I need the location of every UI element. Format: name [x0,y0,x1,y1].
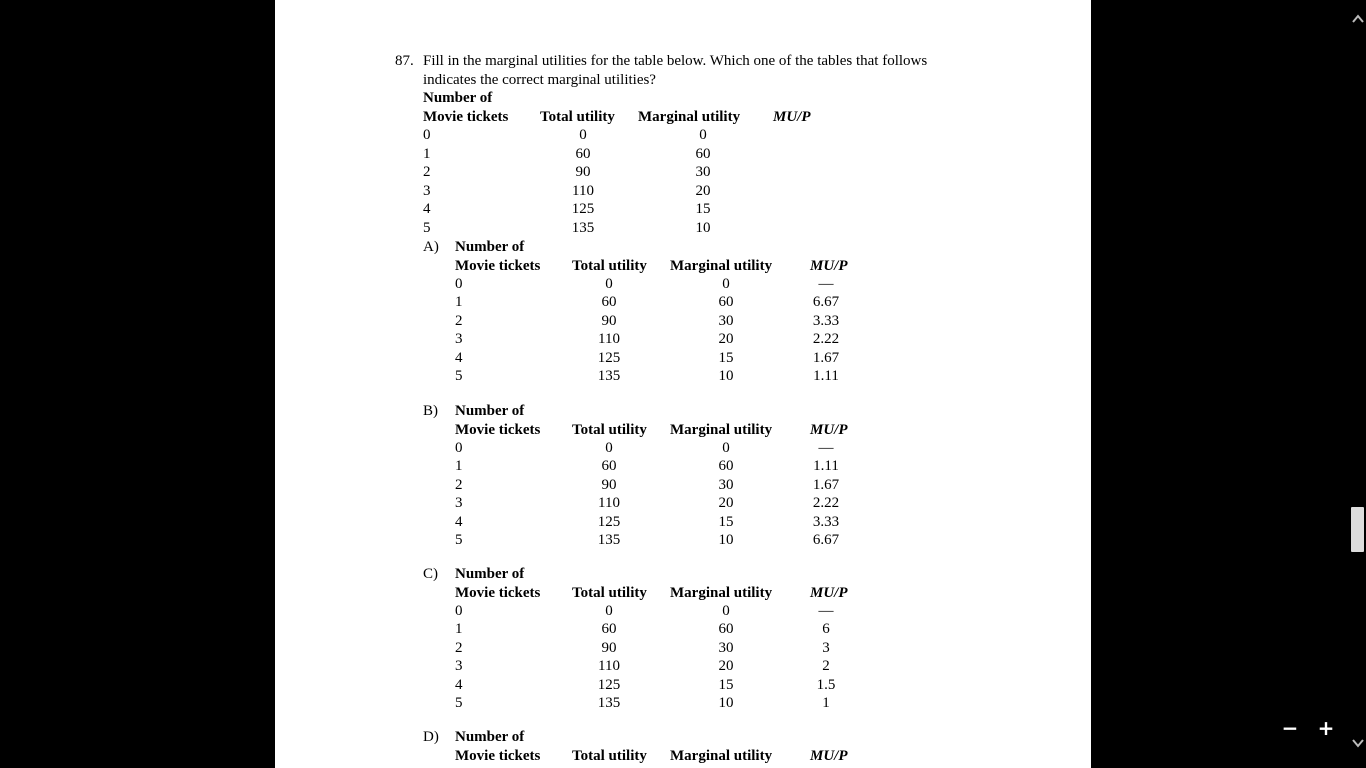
header-movie-tickets: Movie tickets [455,748,541,764]
option-label: D) [423,729,439,745]
zoom-in-button[interactable]: + [1317,716,1335,740]
header-number-of: Number of [455,729,525,745]
table-cell-total-utility: 60 [601,621,617,638]
table-cell-marginal-utility: 10 [718,695,734,711]
table-cell-total-utility: 90 [575,164,591,180]
header-mu-p: MU/P [810,258,848,274]
table-cell-mu-p: 3.33 [812,513,840,530]
table-cell-total-utility: 0 [605,276,613,292]
table-cell-total-utility: 0 [605,440,613,456]
header-total-utility: Total utility [572,748,647,764]
table-cell-marginal-utility: 0 [722,440,730,456]
table-cell-total-utility: 135 [571,219,595,236]
header-number-of: Number of [455,403,525,419]
table-cell-marginal-utility: 20 [718,658,734,675]
table-cell-total-utility: 110 [598,331,620,348]
table-cell-tickets: 4 [455,513,463,530]
question-number: 87. [395,53,414,69]
table-cell-marginal-utility: 10 [718,532,734,548]
header-total-utility: Total utility [572,258,647,274]
table-cell-mu-p: — [818,603,834,619]
table-cell-total-utility: 60 [575,145,591,162]
table-cell-marginal-utility: 60 [695,145,711,162]
table-cell-mu-p: 2.22 [812,495,840,512]
table-cell-mu-p: 3.33 [812,312,840,329]
table-cell-tickets: 5 [423,219,431,236]
option-label: B) [423,403,438,419]
table-cell-mu-p: — [818,276,834,292]
table-cell-mu-p: 1.67 [812,349,840,366]
header-marginal-utility: Marginal utility [670,748,773,764]
table-cell-total-utility: 0 [605,603,613,619]
header-total-utility: Total utility [572,422,647,438]
table-cell-total-utility: 90 [601,639,617,656]
table-cell-tickets: 1 [455,294,463,311]
table-cell-marginal-utility: 0 [722,603,730,619]
header-marginal-utility: Marginal utility [670,258,773,274]
table-cell-total-utility: 135 [597,368,621,384]
table-cell-total-utility: 110 [598,658,620,675]
table-cell-tickets: 5 [455,695,463,711]
zoom-out-button[interactable]: − [1281,716,1299,740]
table-cell-marginal-utility: 30 [695,164,711,180]
table-cell-marginal-utility: 60 [718,458,734,475]
table-cell-total-utility: 125 [597,349,621,366]
table-cell-mu-p: 1.5 [816,676,836,693]
table-cell-tickets: 2 [455,476,463,493]
table-cell-mu-p: 1.11 [813,458,839,475]
table-cell-mu-p: 1.11 [813,368,839,384]
table-cell-tickets: 4 [455,349,463,366]
table-cell-mu-p: 2 [822,658,830,675]
table-cell-tickets: 1 [423,145,431,162]
table-cell-marginal-utility: 20 [695,182,711,199]
chevron-up-icon[interactable] [1349,12,1366,29]
table-cell-marginal-utility: 0 [722,276,730,292]
header-marginal-utility: Marginal utility [670,422,773,438]
table-cell-total-utility: 110 [572,182,594,199]
table-cell-total-utility: 135 [597,532,621,548]
table-cell-tickets: 1 [455,458,463,475]
table-cell-total-utility: 125 [597,676,621,693]
table-cell-tickets: 2 [455,312,463,329]
header-mu-p: MU/P [810,422,848,438]
header-movie-tickets: Movie tickets [423,109,509,125]
table-cell-tickets: 3 [455,331,463,348]
table-cell-total-utility: 125 [597,513,621,530]
header-marginal-utility: Marginal utility [638,109,741,125]
table-cell-total-utility: 90 [601,312,617,329]
table-cell-tickets: 3 [423,182,431,199]
table-cell-tickets: 5 [455,368,463,384]
table-cell-total-utility: 0 [579,127,587,143]
table-cell-total-utility: 60 [601,294,617,311]
table-cell-tickets: 4 [455,676,463,693]
header-movie-tickets: Movie tickets [455,422,541,438]
option-label: C) [423,566,438,582]
table-cell-total-utility: 125 [571,201,595,217]
table-cell-marginal-utility: 30 [718,639,734,656]
table-cell-tickets: 1 [455,621,463,638]
header-mu-p: MU/P [810,585,848,601]
table-cell-tickets: 0 [455,276,463,292]
table-cell-marginal-utility: 15 [718,676,734,693]
table-cell-tickets: 3 [455,495,463,512]
chevron-down-icon[interactable] [1349,736,1366,753]
question-text-line1: Fill in the marginal utilities for the table below. Which one of the tables that follows [423,53,928,69]
table-cell-tickets: 2 [423,164,431,180]
table-cell-marginal-utility: 10 [718,368,734,384]
option-label: A) [423,239,439,255]
table-cell-total-utility: 135 [597,695,621,711]
table-cell-marginal-utility: 0 [699,127,707,143]
document-page [275,0,1091,768]
table-cell-mu-p: 2.22 [812,331,840,348]
header-movie-tickets: Movie tickets [455,258,541,274]
table-cell-tickets: 4 [423,201,431,217]
scrollbar-thumb[interactable] [1351,507,1364,552]
table-cell-tickets: 0 [423,127,431,143]
table-cell-tickets: 0 [455,440,463,456]
header-number-of: Number of [423,90,493,106]
table-cell-tickets: 5 [455,532,463,548]
table-cell-tickets: 3 [455,658,463,675]
header-number-of: Number of [455,239,525,255]
header-mu-p: MU/P [810,748,848,764]
header-total-utility: Total utility [540,109,615,125]
table-cell-mu-p: 1.67 [812,476,840,493]
header-movie-tickets: Movie tickets [455,585,541,601]
table-cell-total-utility: 90 [601,476,617,493]
table-cell-mu-p: 1 [822,695,830,711]
table-cell-marginal-utility: 20 [718,331,734,348]
table-cell-marginal-utility: 20 [718,495,734,512]
table-cell-tickets: 2 [455,639,463,656]
table-cell-mu-p: 6 [822,621,830,638]
table-cell-marginal-utility: 60 [718,294,734,311]
table-cell-mu-p: — [818,440,834,456]
header-total-utility: Total utility [572,585,647,601]
header-number-of: Number of [455,566,525,582]
table-cell-tickets: 0 [455,603,463,619]
table-cell-marginal-utility: 15 [718,349,734,366]
header-mu-p: MU/P [773,109,811,125]
table-cell-marginal-utility: 60 [718,621,734,638]
table-cell-mu-p: 3 [822,639,830,656]
table-cell-marginal-utility: 30 [718,476,734,493]
table-cell-mu-p: 6.67 [812,532,840,548]
table-cell-total-utility: 110 [598,495,620,512]
table-cell-total-utility: 60 [601,458,617,475]
question-text-line2: indicates the correct marginal utilities? [423,72,656,88]
table-cell-marginal-utility: 10 [695,219,711,236]
table-cell-mu-p: 6.67 [812,294,840,311]
vertical-scrollbar[interactable] [1349,0,1366,768]
table-cell-marginal-utility: 15 [718,513,734,530]
header-marginal-utility: Marginal utility [670,585,773,601]
table-cell-marginal-utility: 30 [718,312,734,329]
table-cell-marginal-utility: 15 [695,201,711,217]
